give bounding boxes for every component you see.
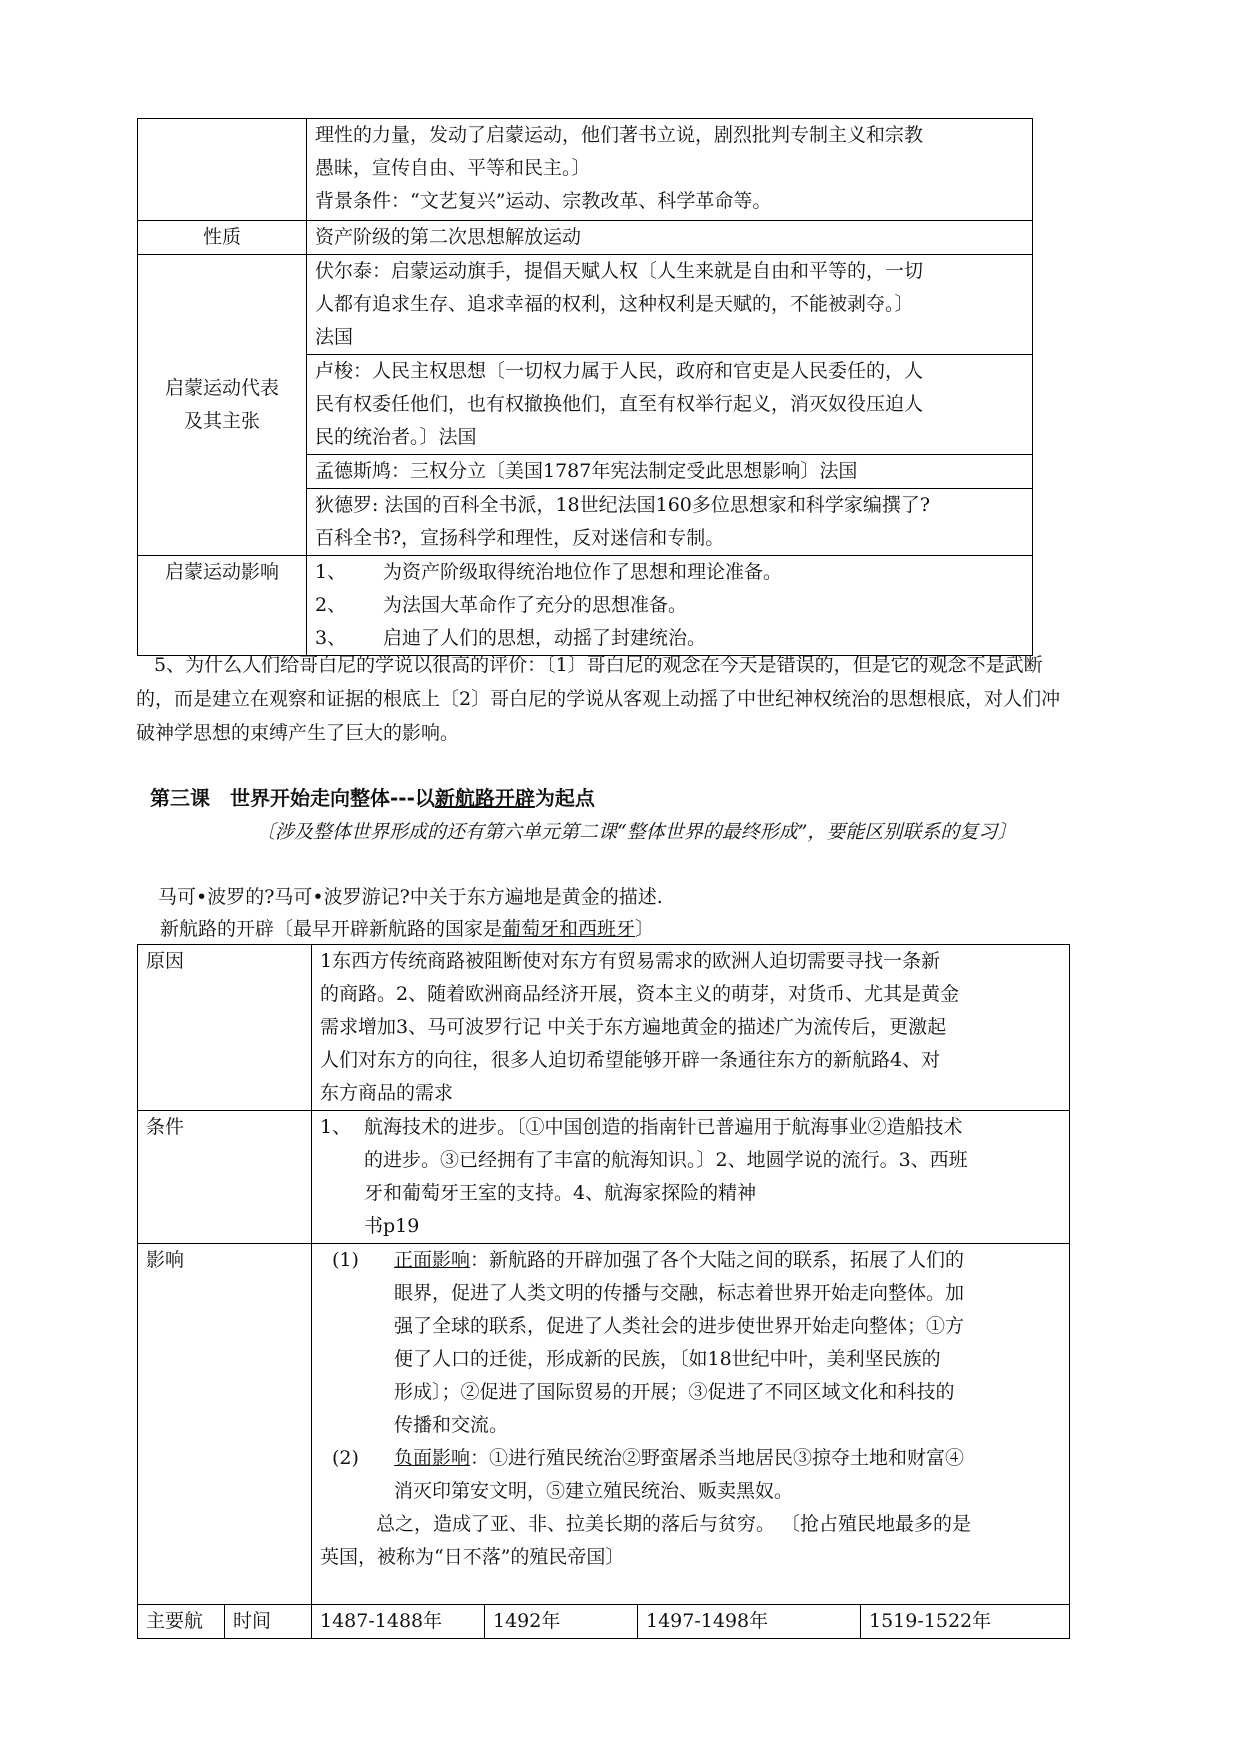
text-line: 狄德罗: 法国的百科全书派，18世纪法国160多位思想家和科学家编撰了? bbox=[315, 494, 931, 516]
cell-voltaire bbox=[307, 255, 1033, 355]
text-line: 理性的力量，发动了启蒙运动，他们著书立说，剧烈批判专制主义和宗教 bbox=[315, 124, 924, 146]
text-line: 眼界，促进了人类文明的传播与交融，标志着世界开始走向整体。加 bbox=[394, 1282, 965, 1304]
text-line: 启蒙运动代表 bbox=[164, 377, 279, 399]
route-underlined: 葡萄牙和西班牙 bbox=[502, 918, 636, 940]
effect-negative-text bbox=[394, 1442, 964, 1508]
text-line: 法国 bbox=[315, 326, 354, 348]
cell-rousseau bbox=[307, 355, 1033, 455]
text-line: 东方商品的需求 bbox=[320, 1082, 454, 1104]
text-line: 百科全书?，宣扬科学和理性，反对迷信和专制。 bbox=[315, 527, 725, 549]
condition-text bbox=[364, 1111, 968, 1243]
text-line: 伏尔泰：启蒙运动旗手，提倡天赋人权〔人生来就是自由和平等的，一切 bbox=[315, 260, 924, 282]
label-time: 时间 bbox=[225, 1605, 312, 1639]
cell-impacts bbox=[307, 556, 1033, 656]
text-line: 民有权委任他们，也有权撤换他们，直至有权举行起义，消灭奴役压迫人 bbox=[315, 393, 924, 415]
label-impact: 启蒙运动影响 bbox=[138, 556, 307, 656]
effect-positive bbox=[320, 1244, 1061, 1442]
summary-line: 总之，造成了亚、非、拉美长期的落后与贫穷。 〔抢占殖民地最多的是 bbox=[376, 1513, 972, 1535]
list-number: 2、 bbox=[315, 594, 347, 616]
cell-condition bbox=[312, 1111, 1070, 1244]
list-text: 启迪了人们的思想，动摇了封建统治。 bbox=[383, 627, 707, 649]
label-nature: 性质 bbox=[138, 221, 307, 255]
enlightenment-table bbox=[137, 118, 1033, 656]
text-line: 卢梭：人民主权思想〔一切权力属于人民，政府和官吏是人民委任的，人 bbox=[315, 360, 924, 382]
time-cell: 1492年 bbox=[485, 1605, 638, 1639]
text-line: 传播和交流。 bbox=[394, 1414, 509, 1436]
list-number: 1、 bbox=[315, 561, 347, 583]
text-line: 背景条件：“文艺复兴”运动、宗教改革、科学革命等。 bbox=[315, 190, 772, 212]
list-text: 为资产阶级取得统治地位作了思想和理论准备。 bbox=[383, 561, 783, 583]
text-line: 航海技术的进步。〔①中国创造的指南针已普遍用于航海事业②造船技术 bbox=[364, 1116, 963, 1138]
time-cell: 1519-1522年 bbox=[861, 1605, 1070, 1639]
label-main-routes: 主要航 bbox=[138, 1605, 225, 1639]
label-effect: 影响 bbox=[138, 1244, 312, 1605]
condition-item bbox=[320, 1111, 1061, 1243]
text-line: 需求增加3、马可波罗行记 中关于东方遍地黄金的描述广为流传后，更激起 bbox=[320, 1016, 947, 1038]
text-line: ：新航路的开辟加强了各个大陆之间的联系，拓展了人们的 bbox=[470, 1249, 965, 1271]
text-line: ：①进行殖民统治②野蛮屠杀当地居民③掠夺土地和财富④ bbox=[470, 1447, 965, 1469]
lesson-title bbox=[150, 782, 595, 811]
text-line: 的进步。③已经拥有了丰富的航海知识。〕2、地圆学说的流行。3、西班 bbox=[364, 1149, 968, 1171]
route-text: 新航路的开辟〔最早开辟新航路的国家是 bbox=[160, 918, 503, 940]
time-cell: 1497-1498年 bbox=[638, 1605, 861, 1639]
label-condition: 条件 bbox=[138, 1111, 312, 1244]
label-cause: 原因 bbox=[138, 945, 312, 1111]
list-item bbox=[315, 556, 1024, 589]
text-line: 人都有追求生存、追求幸福的权利，这种权利是天赋的，不能被剥夺。〕 bbox=[315, 293, 914, 315]
new-routes-table bbox=[137, 944, 1070, 1639]
text-line: 1东西方传统商路被阻断使对东方有贸易需求的欧洲人迫切需要寻找一条新 bbox=[320, 950, 941, 972]
new-route-line bbox=[160, 913, 654, 945]
text-line: 民的统治者。〕法国 bbox=[315, 426, 477, 448]
text-line: 愚昧，宣传自由、平等和民主。〕 bbox=[315, 157, 591, 179]
route-text: 〕 bbox=[635, 918, 655, 940]
cell-background bbox=[307, 119, 1033, 221]
text-line: 人们对东方的向往，很多人迫切希望能够开辟一条通往东方的新航路4、对 bbox=[320, 1049, 941, 1071]
list-number: 3、 bbox=[315, 627, 347, 649]
title-underlined: 新航路开辟 bbox=[434, 786, 535, 810]
list-text: 为法国大革命作了充分的思想准备。 bbox=[383, 594, 688, 616]
text-line: 便了人口的迁徙，形成新的民族，〔如18世纪中叶，美利坚民族的 bbox=[394, 1348, 941, 1370]
text-line: 形成〕；②促进了国际贸易的开展；③促进了不同区域文化和科技的 bbox=[394, 1381, 955, 1403]
text-line: 及其主张 bbox=[183, 410, 260, 432]
text-line: 强了全球的联系，促进了人类社会的进步使世界开始走向整体；①方 bbox=[394, 1315, 965, 1337]
text-line: 消灭印第安文明，⑤建立殖民统治、贩卖黑奴。 bbox=[394, 1480, 794, 1502]
title-text: 第三课 世界开始走向整体---以 bbox=[150, 786, 435, 810]
effect-negative bbox=[320, 1442, 1061, 1508]
text-line: 的商路。2、随着欧洲商品经济开展，资本主义的萌芽，对货币、尤其是黄金 bbox=[320, 983, 960, 1005]
cell-montesquieu: 孟德斯鸠：三权分立〔美国1787年宪法制定受此思想影响〕法国 bbox=[307, 455, 1033, 489]
title-text: 为起点 bbox=[534, 786, 595, 810]
marco-polo-line: 马可•波罗的?马可•波罗游记?中关于东方遍地是黄金的描述. bbox=[158, 886, 663, 908]
cell-effect bbox=[312, 1244, 1070, 1605]
list-item bbox=[315, 589, 1024, 622]
cell-cause bbox=[312, 945, 1070, 1111]
cell-diderot bbox=[307, 489, 1033, 556]
underlined-term: 负面影响 bbox=[394, 1447, 471, 1469]
text-line: 牙和葡萄牙王室的支持。4、航海家探险的精神 bbox=[364, 1182, 757, 1204]
list-number: 1、 bbox=[320, 1116, 352, 1138]
text-line: 书p19 bbox=[364, 1215, 420, 1237]
list-number: (1) bbox=[332, 1249, 359, 1271]
paragraph-copernicus: 5、为什么人们给哥白尼的学说以很高的评价：〔1〕哥白尼的观念在今天是错误的，但是它的观念不是武断的，而是建立在观察和证据的根底上〔2〕哥白尼的学说从客观上动摇了中世纪神权统治的思想根底，对人们冲破神学思想的束缚产生了巨大的影响。 bbox=[136, 654, 1061, 744]
list-number: (2) bbox=[332, 1447, 359, 1469]
cell-empty bbox=[138, 119, 307, 221]
label-representatives bbox=[138, 255, 307, 556]
lesson-note: 〔涉及整体世界形成的还有第六单元第二课“整体世界的最终形成”，要能区别联系的复习〕 bbox=[256, 821, 1017, 843]
underlined-term: 正面影响 bbox=[394, 1249, 471, 1271]
value-nature: 资产阶级的第二次思想解放运动 bbox=[307, 221, 1033, 255]
time-cell: 1487-1488年 bbox=[312, 1605, 485, 1639]
effect-positive-text bbox=[394, 1244, 964, 1442]
summary-line: 英国，被称为“日不落”的殖民帝国〕 bbox=[320, 1546, 625, 1568]
